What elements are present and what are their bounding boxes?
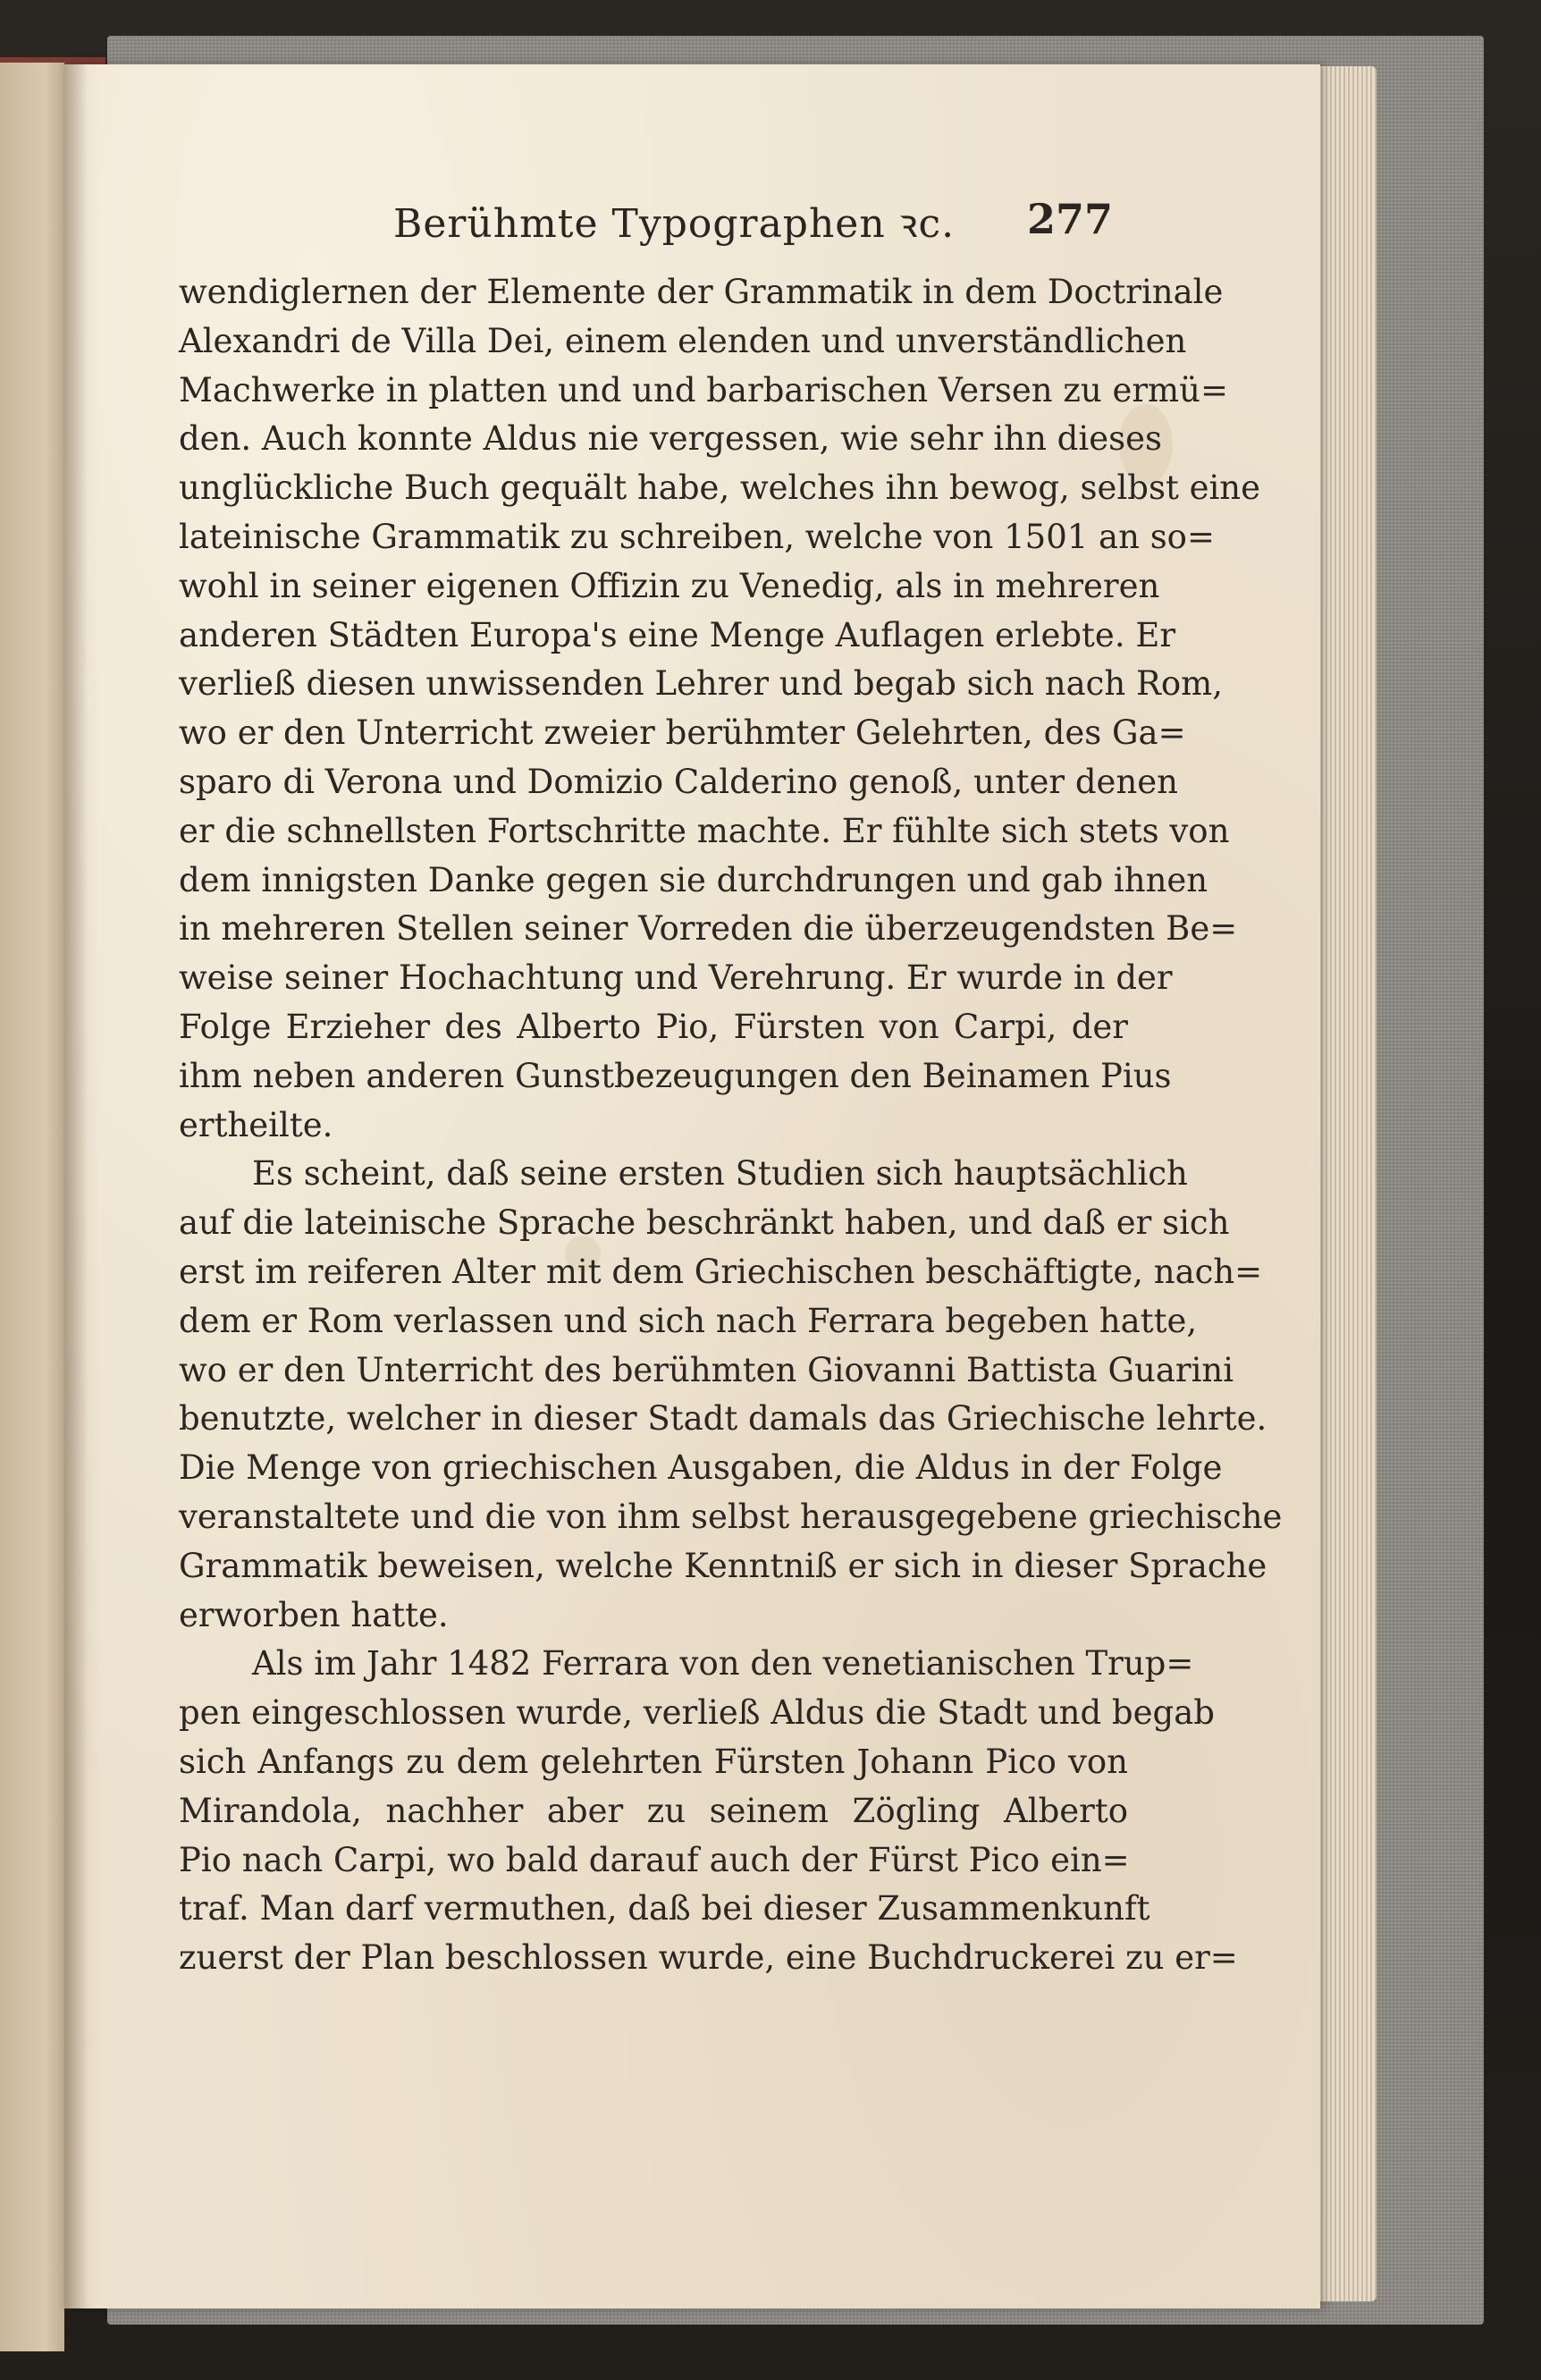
text-line: traf. Man darf vermuthen, daß bei dieser Zusammenkunft: [179, 1889, 1150, 1928]
page-stack: [1314, 66, 1377, 2301]
text-line: Alexandri de Villa Dei, einem elenden und unverständlichen: [179, 321, 1187, 360]
text-line: weise seiner Hochachtung und Verehrung. Er wurde in der: [179, 958, 1173, 998]
page-header: [179, 195, 1113, 249]
text-line: ihm neben anderen Gunstbezeugungen den Beinamen Pius: [179, 1056, 1172, 1095]
text-line: anderen Städten Europa's eine Menge Auflagen erlebte. Er: [179, 615, 1176, 654]
text-line: wendiglernen der Elemente der Grammatik in dem Doctrinale: [179, 273, 1224, 311]
text-line: Mirandola, nachher aber zu seinem Zögling Alberto: [179, 1791, 1128, 1830]
text-line: den. Auch konnte Aldus nie vergessen, wie sehr ihn dieses: [179, 419, 1162, 459]
text-line: Machwerke in platten und und barbarischen Versen zu ermü=: [179, 370, 1228, 409]
text-line: lateinische Grammatik zu schreiben, welche von 1501 an so=: [179, 517, 1215, 556]
text-line: sich Anfangs zu dem gelehrten Fürsten Johann Pico von: [179, 1742, 1128, 1781]
text-line: veranstaltete und die von ihm selbst herausgegebene griechische: [179, 1497, 1283, 1536]
text-line: unglückliche Buch gequält habe, welches ihn bewog, selbst eine: [179, 468, 1261, 508]
text-line: er die schnellsten Fortschritte machte. Er fühlte sich stets von: [179, 811, 1230, 850]
text-line: Als im Jahr 1482 Ferrara von den venetianischen Trup=: [252, 1644, 1194, 1684]
running-head: Berühmte Typographen ꝛc.: [393, 201, 956, 247]
text-line: benutzte, welcher in dieser Stadt damals das Griechische lehrte.: [179, 1399, 1267, 1439]
text-line: Es scheint, daß seine ersten Studien sich hauptsächlich: [252, 1154, 1188, 1194]
text-line: auf die lateinische Sprache beschränkt haben, und daß er sich: [179, 1203, 1230, 1243]
text-line: sparo di Verona und Domizio Calderino genoß, unter denen: [179, 762, 1179, 801]
text-line: Pio nach Carpi, wo bald darauf auch der Fürst Pico ein=: [179, 1840, 1130, 1879]
text-line: erst im reiferen Alter mit dem Griechischen beschäftigte, nach=: [179, 1252, 1263, 1291]
text-line: pen eingeschlossen wurde, verließ Aldus die Stadt und begab: [179, 1693, 1215, 1733]
text-line: Die Menge von griechischen Ausgaben, die Aldus in der Folge: [179, 1448, 1223, 1488]
text-line: dem er Rom verlassen und sich nach Ferrara begeben hatte,: [179, 1301, 1198, 1340]
text-line: zuerst der Plan beschlossen wurde, eine Buchdruckerei zu er=: [179, 1938, 1238, 1978]
page-gutter-shadow: [64, 64, 88, 2308]
left-page: [0, 63, 64, 2351]
text-line: erworben hatte.: [179, 1595, 449, 1634]
text-line: Grammatik beweisen, welche Kenntniß er sich in dieser Sprache: [179, 1546, 1267, 1585]
text-line: Folge Erzieher des Alberto Pio, Fürsten von Carpi, der: [179, 1007, 1128, 1046]
body-text: [179, 268, 1283, 1983]
text-line: in mehreren Stellen seiner Vorreden die überzeugendsten Be=: [179, 909, 1238, 949]
text-line: ertheilte.: [179, 1105, 333, 1144]
text-line: wo er den Unterricht zweier berühmter Gelehrten, des Ga=: [179, 713, 1186, 753]
text-line: verließ diesen unwissenden Lehrer und begab sich nach Rom,: [179, 664, 1223, 704]
text-line: wohl in seiner eigenen Offizin zu Venedig, als in mehreren: [179, 566, 1160, 605]
page-number: 277: [1026, 195, 1113, 243]
text-line: dem innigsten Danke gegen sie durchdrungen und gab ihnen: [179, 860, 1208, 899]
text-line: wo er den Unterricht des berühmten Giovanni Battista Guarini: [179, 1350, 1234, 1389]
